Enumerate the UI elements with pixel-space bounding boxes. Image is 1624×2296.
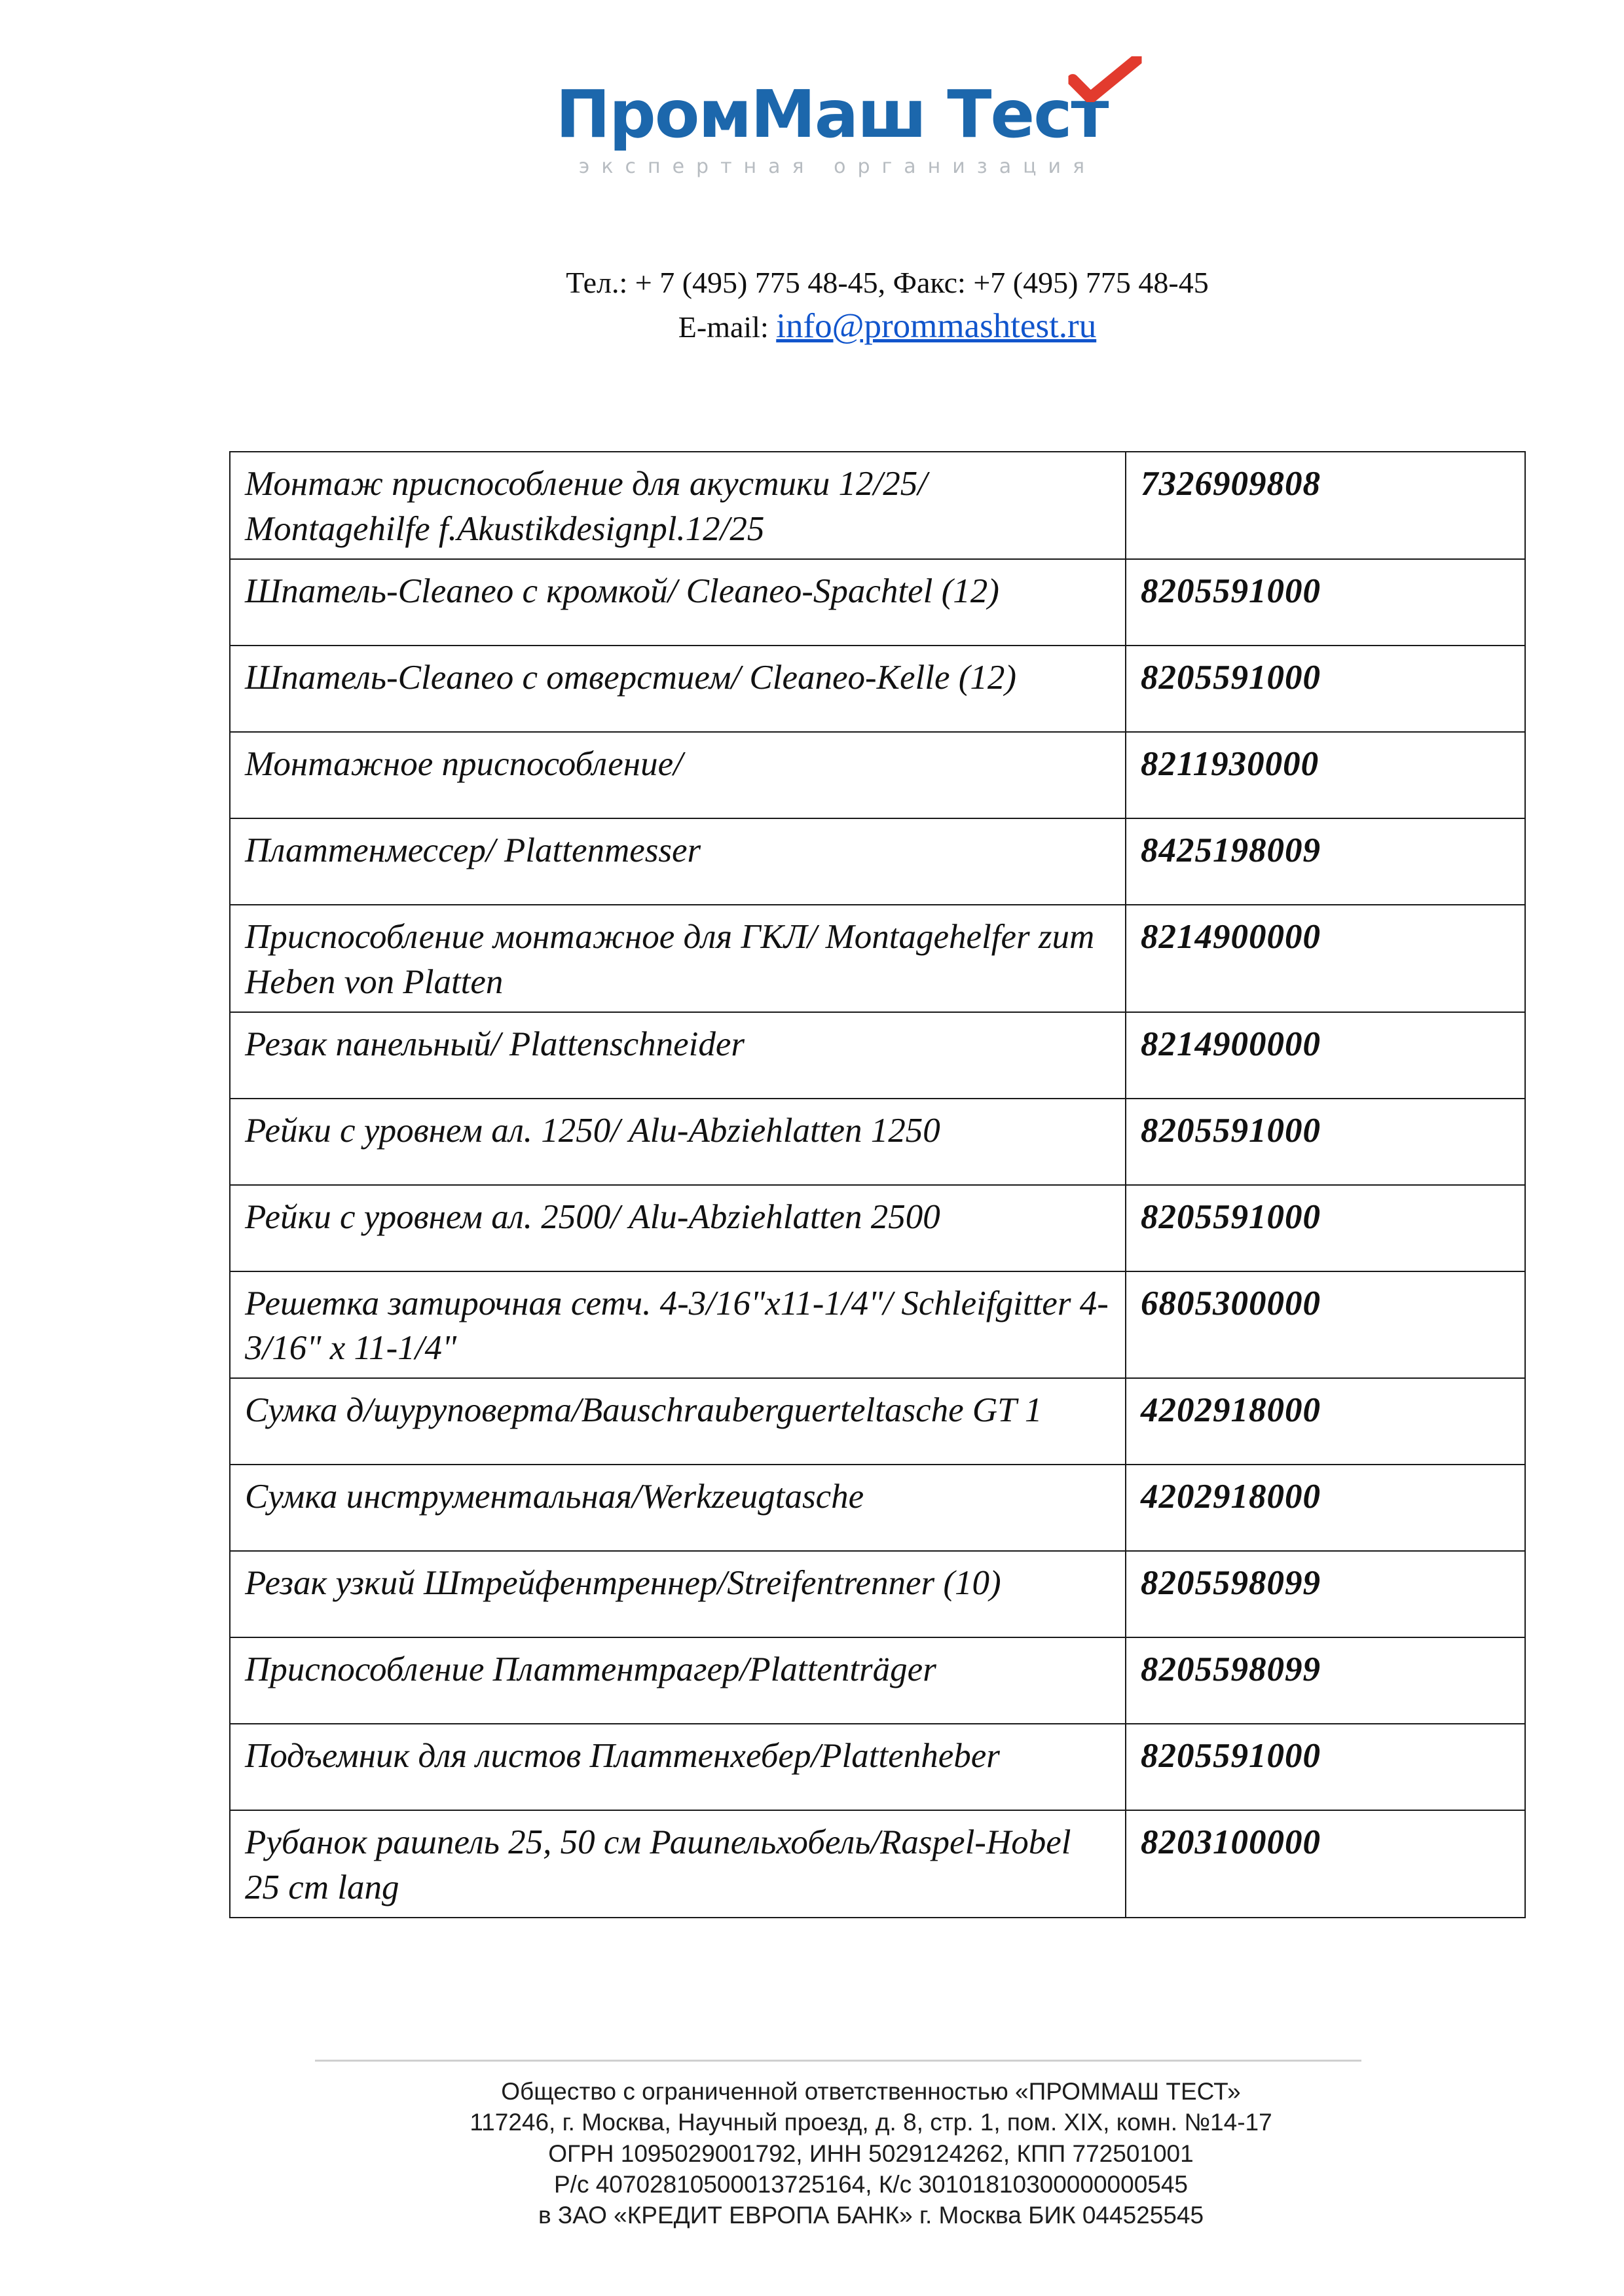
logo-title-tail — [1071, 76, 1108, 153]
item-code-cell: 8205591000 — [1126, 1724, 1525, 1810]
footer-line: ОГРН 1095029001792, ИНН 5029124262, КПП 772501001 — [548, 2140, 1194, 2167]
item-code-cell: 4202918000 — [1126, 1465, 1525, 1551]
table-row — [230, 1185, 1525, 1271]
item-name-cell: Рубанок рашпель 25, 50 см Рашпельхобель/Raspel-Hobel 25 cm lang — [230, 1810, 1126, 1918]
table-row — [230, 1465, 1525, 1551]
table-row — [230, 452, 1525, 559]
table-row — [230, 1012, 1525, 1099]
item-name-cell: Подъемник для листов Платтенхебер/Plattenheber — [230, 1724, 1126, 1810]
logo-title-tail-char: т — [1071, 76, 1108, 153]
item-name-cell: Сумка д/шуруповерта/Bauschrauberguerteltasche GT 1 — [230, 1378, 1126, 1465]
table-row — [230, 1099, 1525, 1185]
email-line — [566, 306, 1208, 346]
item-code-cell: 8205591000 — [1126, 1099, 1525, 1185]
items-table — [229, 451, 1526, 1918]
checkmark-icon — [1069, 56, 1142, 102]
item-name-cell: Приспособление монтажное для ГКЛ/ Montagehelfer zum Heben von Platten — [230, 905, 1126, 1012]
item-code-cell: 4202918000 — [1126, 1378, 1525, 1465]
item-name-cell: Решетка затирочная сетч. 4-3/16"x11-1/4"/ Schleifgitter 4-3/16" x 11-1/4" — [230, 1271, 1126, 1379]
footer-line: 117246, г. Москва, Научный проезд, д. 8, стр. 1, пом. XIX, комн. №14-17 — [470, 2109, 1272, 2136]
logo-title — [555, 76, 1108, 153]
item-code-cell: 8211930000 — [1126, 732, 1525, 818]
table-row — [230, 905, 1525, 1012]
item-code-cell: 8205598099 — [1126, 1551, 1525, 1637]
item-name-cell: Сумка инструментальная/Werkzeugtasche — [230, 1465, 1126, 1551]
footer-line: в ЗАО «КРЕДИТ ЕВРОПА БАНК» г. Москва БИК 044525545 — [538, 2202, 1204, 2229]
item-name-cell: Платтенмессер/ Plattenmesser — [230, 818, 1126, 905]
table-row — [230, 732, 1525, 818]
table-row — [230, 1637, 1525, 1724]
email-link[interactable]: info@prommashtest.ru — [776, 306, 1097, 345]
phone-fax-line: Тел.: + 7 (495) 775 48-45, Факс: +7 (495) 775 48-45 — [566, 266, 1209, 299]
table-row — [230, 1378, 1525, 1465]
table-row — [230, 559, 1525, 646]
item-name-cell: Рейки с уровнем ал. 2500/ Alu-Abziehlatten 2500 — [230, 1185, 1126, 1271]
item-code-cell: 7326909808 — [1126, 452, 1525, 559]
table-row — [230, 1271, 1525, 1379]
item-code-cell: 8214900000 — [1126, 905, 1525, 1012]
footer-line: Р/с 40702810500013725164, К/с 30101810300000000545 — [553, 2171, 1189, 2198]
footer-line: Общество с ограниченной ответственностью «ПРОММАШ ТЕСТ» — [501, 2078, 1241, 2105]
item-name-cell: Приспособление Платтентрагер/Plattenträger — [230, 1637, 1126, 1724]
item-code-cell: 8205591000 — [1126, 646, 1525, 732]
footer — [0, 2060, 1624, 2231]
item-code-cell: 8205591000 — [1126, 559, 1525, 646]
email-label: E-mail: — [678, 310, 769, 344]
item-code-cell: 8205598099 — [1126, 1637, 1525, 1724]
item-code-cell: 6805300000 — [1126, 1271, 1525, 1379]
item-name-cell: Рейки с уровнем ал. 1250/ Alu-Abziehlatten 1250 — [230, 1099, 1126, 1185]
item-name-cell: Резак узкий Штрейфентреннер/Streifentrenner (10) — [230, 1551, 1126, 1637]
item-name-cell: Шпатель-Cleaneo с отверстием/ Cleaneo-Kelle (12) — [230, 646, 1126, 732]
item-name-cell: Шпатель-Cleaneo с кромкой/ Cleaneo-Spachtel (12) — [230, 559, 1126, 646]
item-name-cell: Монтажное приспособление/ — [230, 732, 1126, 818]
item-code-cell: 8205591000 — [1126, 1185, 1525, 1271]
table-row — [230, 1724, 1525, 1810]
item-name-cell: Резак панельный/ Plattenschneider — [230, 1012, 1126, 1099]
item-code-cell: 8203100000 — [1126, 1810, 1525, 1918]
table-row — [230, 646, 1525, 732]
item-code-cell: 8425198009 — [1126, 818, 1525, 905]
table-row — [230, 1551, 1525, 1637]
company-logo — [555, 76, 1108, 178]
items-table-body — [230, 452, 1525, 1918]
item-name-cell: Монтаж приспособление для акустики 12/25/ Montagehilfe f.Akustikdesignpl.12/25 — [230, 452, 1126, 559]
footer-divider — [315, 2060, 1361, 2062]
logo-title-main: ПромМаш Тес — [555, 76, 1071, 153]
table-row — [230, 1810, 1525, 1918]
contact-block — [566, 263, 1208, 346]
item-code-cell: 8214900000 — [1126, 1012, 1525, 1099]
table-row — [230, 818, 1525, 905]
footer-text — [59, 2076, 1624, 2231]
logo-subtitle: экспертная организация — [578, 155, 1097, 178]
